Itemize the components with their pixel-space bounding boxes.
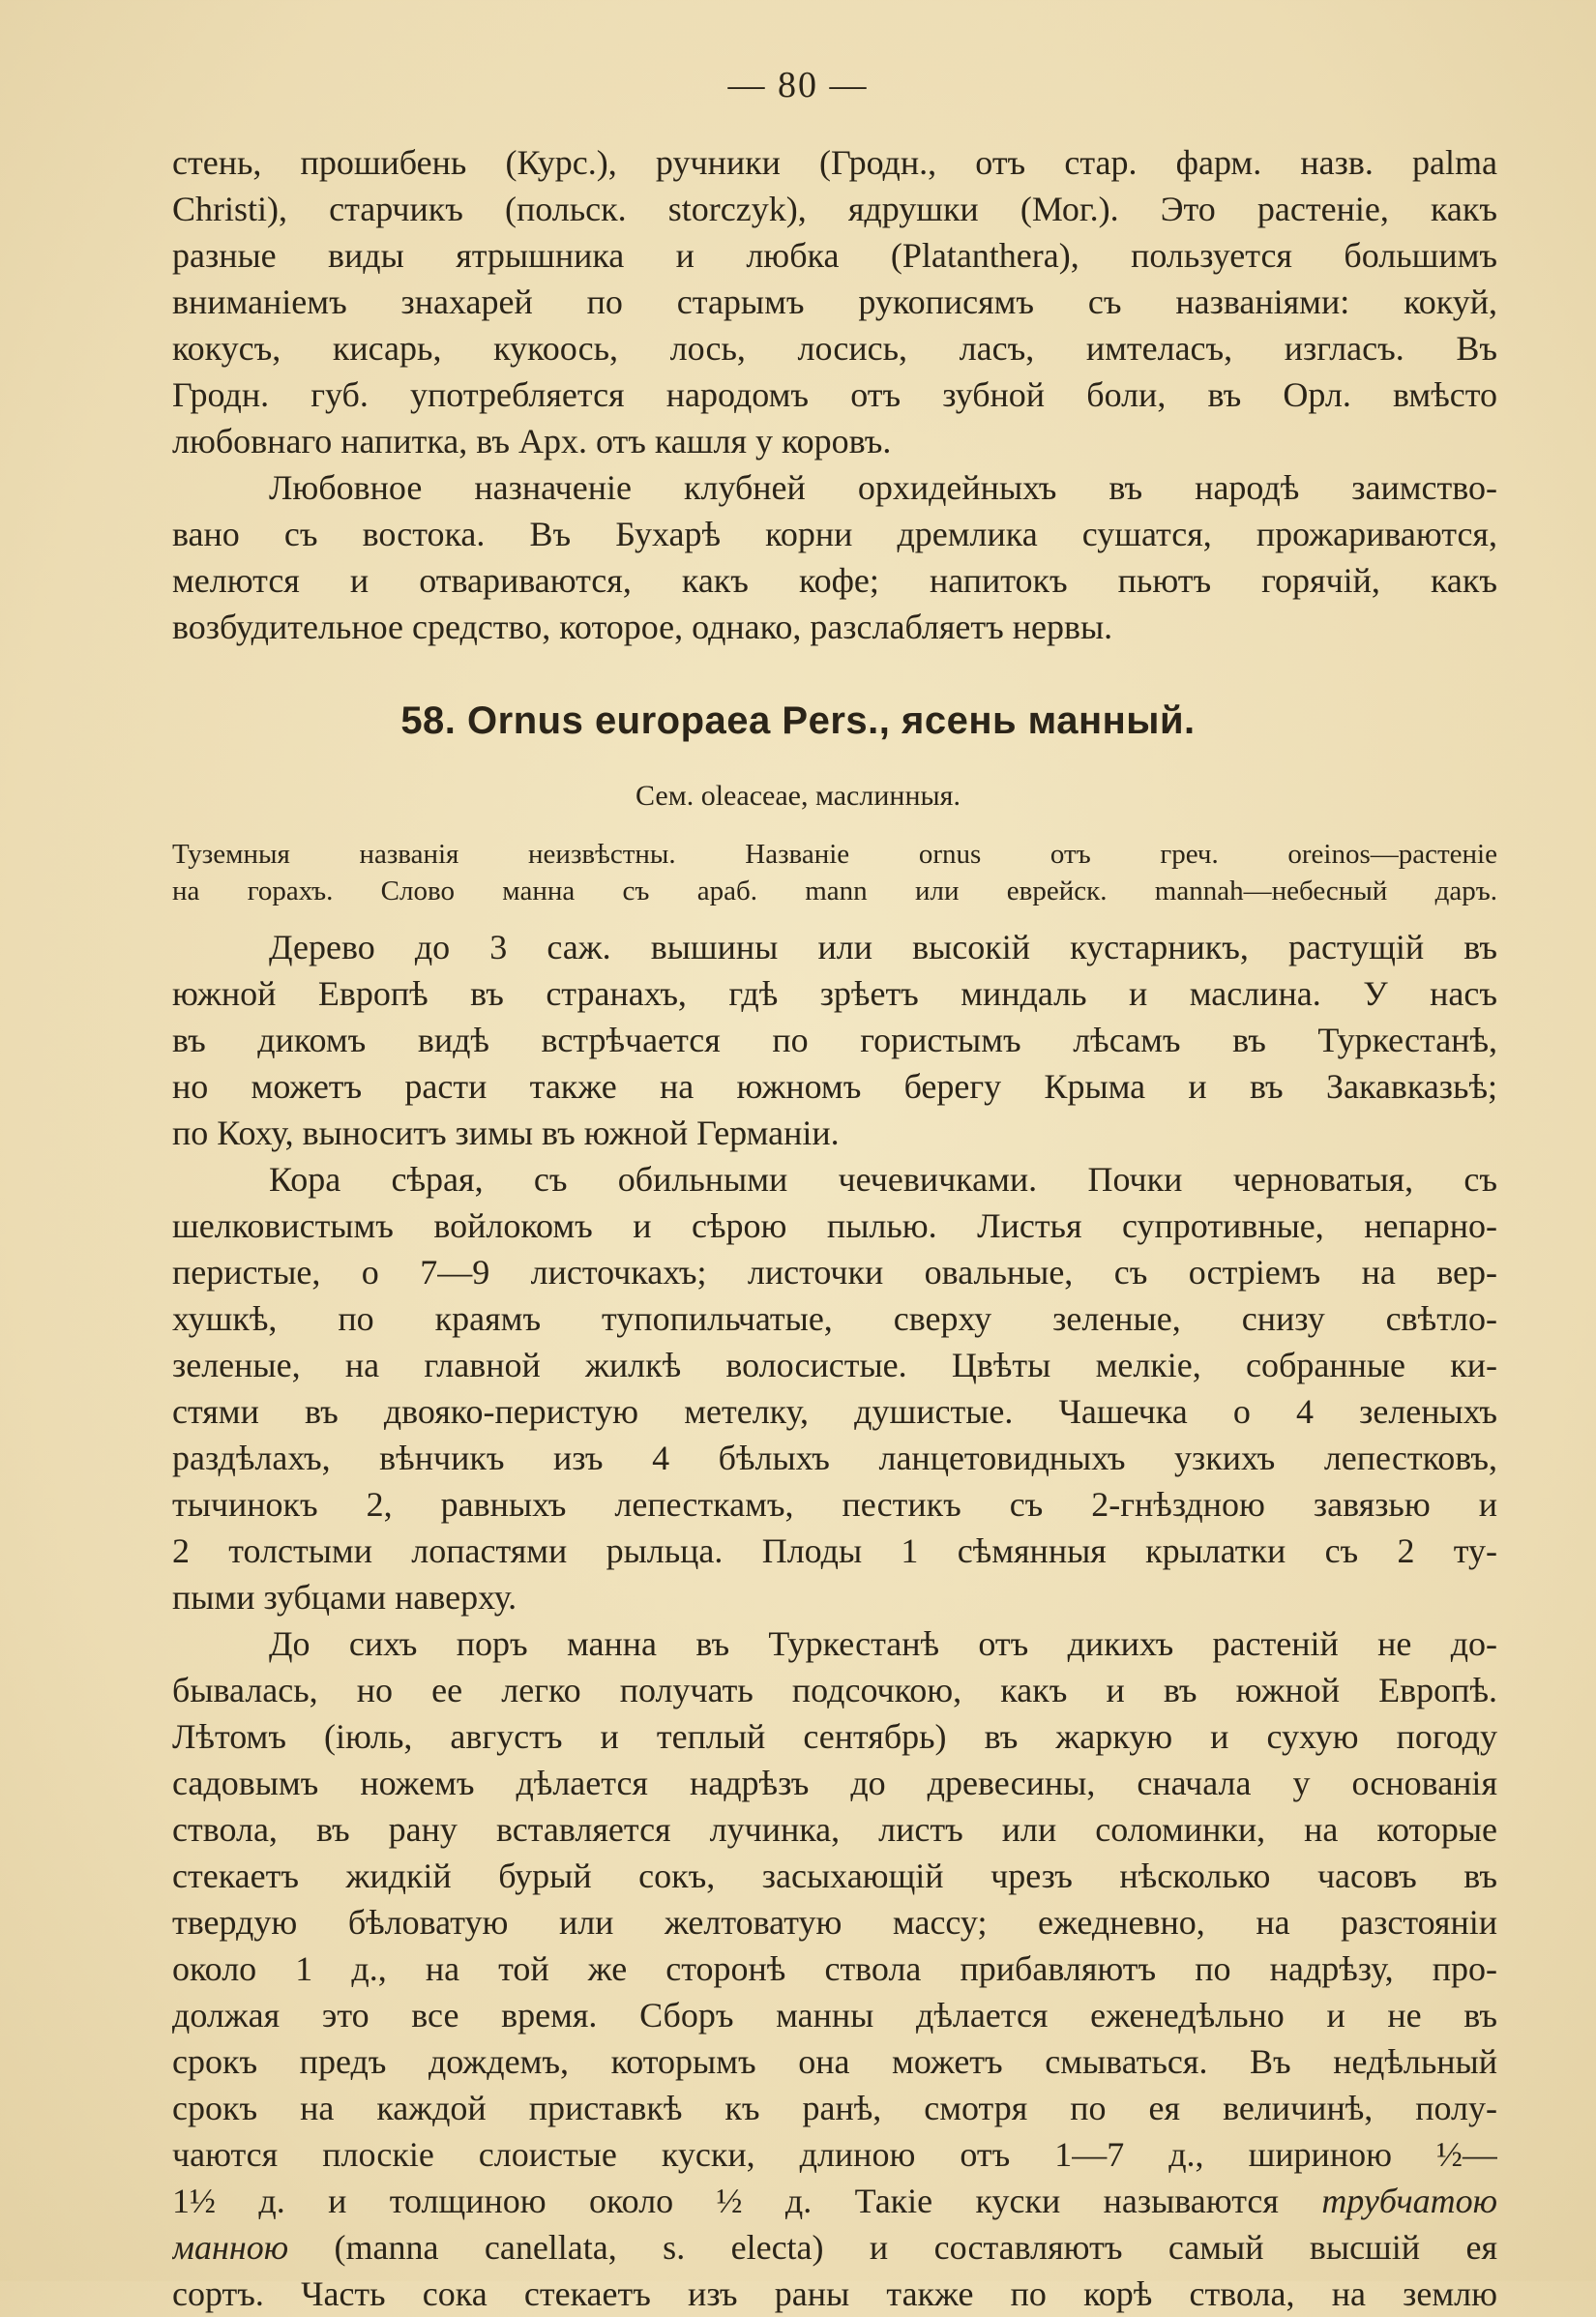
text-line: срокъ на каждой приставкѣ къ ранѣ, смотря по ея величинѣ, полу-: [172, 2089, 1497, 2127]
italic-term: манною: [172, 2228, 289, 2267]
text-line: Christi), старчикъ (польск. storczyk), ядрушки (Мог.). Это растеніе, какъ: [172, 190, 1497, 228]
text-line: садовымъ ножемъ дѣлается надрѣзъ до древесины, сначала у основанія: [172, 1764, 1497, 1802]
text-line: около 1 д., на той же сторонѣ ствола прибавляютъ по надрѣзу, про-: [172, 1949, 1497, 1988]
text-line: Гродн. губ. употребляется народомъ отъ зубной боли, въ Орл. вмѣсто: [172, 375, 1497, 414]
text-line: твердую бѣловатую или желтоватую массу; ежедневно, на разстояніи: [172, 1903, 1497, 1942]
text-line: по Коху, выноситъ зимы въ южной Германіи.: [172, 1114, 840, 1152]
paragraph: [172, 1156, 1497, 1620]
text-line: Дерево до 3 саж. вышины или высокій кустарникъ, растущій въ: [269, 928, 1497, 966]
text-line: вниманіемъ знахарей по старымъ рукописямъ съ названіями: кокуй,: [172, 282, 1497, 321]
text-line: стями въ двояко-перистую метелку, душистые. Чашечка о 4 зеленыхъ: [172, 1392, 1497, 1431]
text-line: чаются плоскіе слоистые куски, длиною отъ 1—7 д., шириною ½—: [172, 2135, 1497, 2174]
text-line-mixed: [172, 2224, 1497, 2271]
paragraph: [172, 464, 1497, 650]
text-line: любовнаго напитка, въ Арх. отъ кашля у коровъ.: [172, 422, 892, 460]
text-line: стень, прошибень (Курс.), ручники (Гродн., отъ стар. фарм. назв. palma: [172, 143, 1497, 182]
family-subtitle: Сем. oleaceae, маслинныя.: [635, 780, 961, 812]
text-line: шелковистымъ войлокомъ и сѣрою пылью. Листья супротивные, непарно-: [172, 1206, 1497, 1245]
text-line: хушкѣ, по краямъ тупопильчатые, сверху зеленые, снизу свѣтло-: [172, 1299, 1497, 1338]
text-run: 1½ д. и толщиною около ½ д. Такіе куски называются: [172, 2182, 1279, 2220]
text-line: Любовное назначеніе клубней орхидейныхъ въ народѣ заимство-: [269, 468, 1497, 507]
text-line-mixed: [172, 2178, 1497, 2224]
paragraph: [172, 924, 1497, 1156]
text-line: раздѣлахъ, вѣнчикъ изъ 4 бѣлыхъ ланцетовидныхъ узкихъ лепестковъ,: [172, 1439, 1497, 1477]
italic-term: трубчатою: [1321, 2182, 1497, 2220]
text-line: зеленые, на главной жилкѣ волосистые. Цвѣты мелкіе, собранные ки-: [172, 1346, 1497, 1384]
paragraph-continuation: [172, 139, 1497, 464]
text-line: южной Европѣ въ странахъ, гдѣ зрѣетъ миндаль и маслина. У насъ: [172, 974, 1497, 1013]
text-line: мелются и отвариваются, какъ кофе; напитокъ пьютъ горячій, какъ: [172, 561, 1497, 600]
text-line: возбудительное средство, которое, однако, разслабляетъ нервы.: [172, 608, 1113, 646]
text-line: въ дикомъ видѣ встрѣчается по гористымъ лѣсамъ въ Туркестанѣ,: [172, 1021, 1497, 1059]
text-line: срокъ предъ дождемъ, которымъ она можетъ смываться. Въ недѣльный: [172, 2042, 1497, 2081]
etymology-note: [172, 836, 1497, 909]
text-line: разные виды ятрышника и любка (Platanthera), пользуется большимъ: [172, 236, 1497, 275]
text-line: на горахъ. Слово манна съ араб. mann или еврейск. mannah—небесный даръ.: [172, 876, 1497, 906]
text-line: Кора сѣрая, съ обильными чечевичками. Почки черноватыя, съ: [269, 1160, 1497, 1199]
text-line: 2 толстыми лопастями рыльца. Плоды 1 сѣмянныя крылатки съ 2 ту-: [172, 1531, 1497, 1570]
text-line: ствола, въ рану вставляется лучинка, листъ или соломинки, на которые: [172, 1810, 1497, 1849]
paragraph: [172, 1620, 1497, 2317]
text-line: стекаетъ жидкій бурый сокъ, засыхающій чрезъ нѣсколько часовъ въ: [172, 1857, 1497, 1895]
text-line: бывалась, но ее легко получать подсочкою, какъ и въ южной Европѣ.: [172, 1671, 1497, 1709]
text-line: До сихъ поръ манна въ Туркестанѣ отъ дикихъ растеній не до-: [269, 1624, 1497, 1663]
text-line: Туземныя названія неизвѣстны. Названіе ornus отъ греч. oreinos—растеніе: [172, 839, 1497, 870]
text-line: перистые, о 7—9 листочкахъ; листочки овальные, съ остріемъ на вер-: [172, 1253, 1497, 1292]
text-line: сортъ. Часть сока стекаетъ изъ раны также по корѣ ствола, на землю: [172, 2274, 1497, 2313]
text-line: Лѣтомъ (іюль, августъ и теплый сентябрь) въ жаркую и сухую погоду: [172, 1717, 1497, 1756]
page-number: — 80 —: [727, 65, 869, 105]
text-line: должая это все время. Сборъ манны дѣлается еженедѣльно и не въ: [172, 1996, 1497, 2035]
text-run: (manna canellata, s. electa) и составляютъ самый высшій ея: [334, 2228, 1497, 2267]
text-line: но можетъ расти также на южномъ берегу Крыма и въ Закавказьѣ;: [172, 1067, 1497, 1106]
text-line: тычинокъ 2, равныхъ лепесткамъ, пестикъ съ 2-гнѣздною завязью и: [172, 1485, 1497, 1524]
text-line: пыми зубцами наверху.: [172, 1578, 517, 1617]
section-heading: 58. Ornus europaea Pers., ясень манный.: [400, 699, 1196, 742]
text-line: вано съ востока. Въ Бухарѣ корни дремлика сушатся, прожариваются,: [172, 515, 1497, 553]
text-line: кокусъ, кисарь, кукоось, лось, лосись, ласъ, имтеласъ, изгласъ. Въ: [172, 329, 1497, 368]
